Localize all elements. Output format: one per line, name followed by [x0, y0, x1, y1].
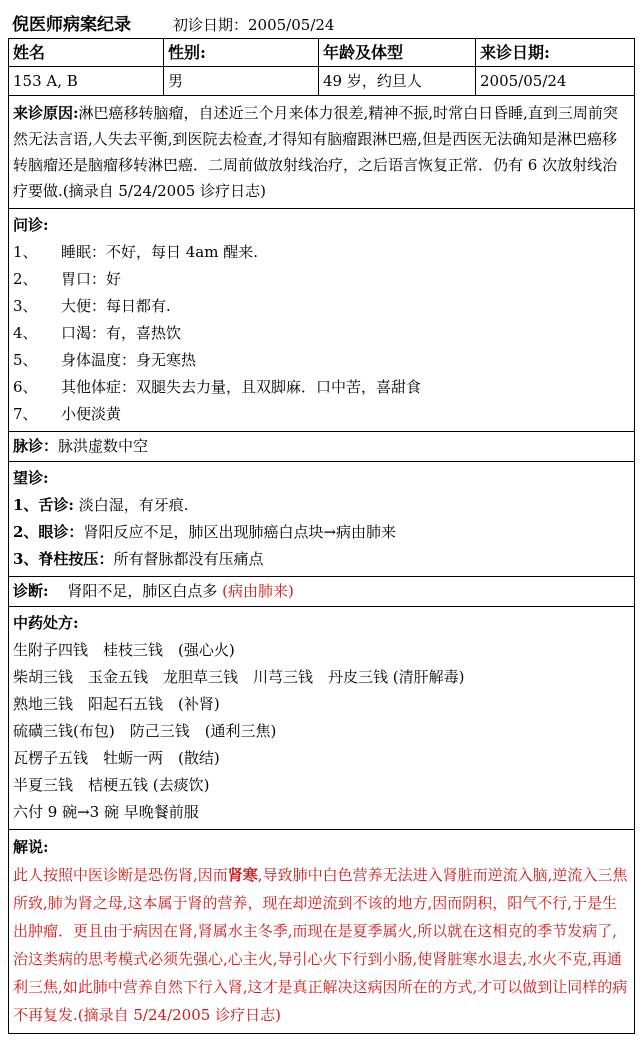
explanation-text: 此人按照中医诊断是恐伤肾,因而肾寒,导致肺中白色营养无法进入肾脏而逆流入脑,逆流入三焦所致,肺为肾之母,这本属于肾的营养，现在却逆流到不该的地方,因而阴积，阳气不行,于是生出肿瘤．更且由于病因在肾,肾属水主冬季,而现在是夏季属火,所以就在这相克的季节发病了,治这类病的思考模式必须先强心,心主火,导引心火下行到小肠,使肾脏寒水退去,水火不克,再通利三焦,如此肺中营养自然下行入肾,这才是真正解决这病因所在的方式,才可以做到让同样的病不再复发.(摘录自 5/24/2005 诊疗日志)	[13, 866, 628, 1024]
diagnosis-row	[9, 577, 635, 607]
prescription-line: 六付 9 碗→3 碗 早晚餐前服	[13, 803, 199, 821]
visit-date-label: 来诊日期:	[476, 39, 635, 67]
inquiry-item: 1、 睡眠：不好，每日 4am 醒来.	[13, 243, 259, 261]
name-value: 153 A, B	[9, 67, 164, 96]
inquiry-item: 4、 口渴：有，喜热饮	[13, 324, 182, 342]
reason-text: 淋巴癌移转脑瘤，自述近三个月来体力很差,精神不振,时常白日昏睡,直到三周前突然无法言语,人失去平衡,到医院去检查,才得知有脑瘤跟淋巴癌,但是西医无法确知是淋巴癌移转脑瘤还是脑瘤移转淋巴癌．二周前做放射线治疗，之后语言恢复正常．仍有 6 次放射线治疗要做.(摘录自 5/24/2005 诊疗日志)	[13, 104, 618, 200]
inquiry-item: 2、 胃口：好	[13, 270, 122, 288]
reason-label: 来诊原因:	[13, 104, 79, 122]
prescription-line: 半夏三钱 桔梗五钱 (去痰饮)	[13, 776, 210, 794]
inspection-label: 望诊:	[13, 469, 49, 487]
prescription-line: 硫磺三钱(布包) 防己三钱 (通利三焦)	[13, 722, 277, 740]
pulse-label: 脉诊：	[13, 437, 59, 455]
gender-value: 男	[164, 67, 319, 96]
diagnosis-cell	[9, 577, 635, 607]
eye-diagnosis: 2、眼诊：肾阳反应不足，肺区出现肺癌白点块→病由肺来	[13, 523, 397, 541]
gender-label: 性别:	[164, 39, 319, 67]
pulse-text: 脉洪虚数中空	[58, 437, 149, 455]
pulse-row	[9, 432, 635, 462]
prescription-row	[9, 607, 635, 830]
tongue-diagnosis: 1、舌诊: 淡白湿，有牙痕.	[13, 496, 189, 514]
inquiry-item: 6、 其他体症：双腿失去力量，且双脚麻．口中苦，喜甜食	[13, 378, 422, 396]
prescription-cell	[9, 607, 635, 830]
age-value: 49 岁，约旦人	[319, 67, 476, 96]
header	[8, 8, 634, 38]
visit-date-value: 2005/05/24	[476, 67, 635, 96]
explanation-emphasis: 肾寒	[227, 866, 258, 884]
info-value-row	[9, 67, 635, 96]
name-label: 姓名	[9, 39, 164, 67]
inquiry-item: 3、 大便：每日都有.	[13, 297, 171, 315]
age-label: 年龄及体型	[319, 39, 476, 67]
inquiry-item: 5、 身体温度：身无寒热	[13, 351, 197, 369]
inspection-row	[9, 462, 635, 577]
reason-cell	[9, 96, 635, 209]
prescription-label: 中药处方:	[13, 614, 79, 632]
explanation-label: 解说:	[13, 838, 49, 856]
diagnosis-text: 肾阳不足，肺区白点多	[67, 582, 218, 600]
prescription-line: 瓦楞子五钱 牡蛎一两 (散结)	[13, 749, 220, 767]
info-header-row	[9, 39, 635, 67]
inspection-cell	[9, 462, 635, 577]
explanation-cell	[9, 830, 635, 1034]
inquiry-item: 7、 小便淡黄	[13, 405, 122, 423]
diagnosis-note: (病由肺来)	[222, 582, 294, 600]
prescription-line: 熟地三钱 阳起石五钱 (补肾)	[13, 695, 220, 713]
reason-row	[9, 96, 635, 209]
diagnosis-label: 诊断:	[13, 582, 49, 600]
prescription-line: 生附子四钱 桂枝三钱 (强心火)	[13, 641, 235, 659]
prescription-line: 柴胡三钱 玉金五钱 龙胆草三钱 川芎三钱 丹皮三钱 (清肝解毒)	[13, 668, 465, 686]
initial-visit-date: 初诊日期：2005/05/24	[173, 16, 335, 34]
explanation-row	[9, 830, 635, 1034]
case-record-page	[8, 8, 634, 1034]
inquiry-label: 问诊:	[13, 216, 49, 234]
inquiry-row	[9, 209, 635, 432]
case-table	[8, 38, 635, 1034]
pulse-cell	[9, 432, 635, 462]
spine-palpation: 3、脊柱按压：所有督脉都没有压痛点	[13, 550, 264, 568]
page-title: 倪医师病案纪录	[12, 15, 131, 35]
inquiry-cell	[9, 209, 635, 432]
